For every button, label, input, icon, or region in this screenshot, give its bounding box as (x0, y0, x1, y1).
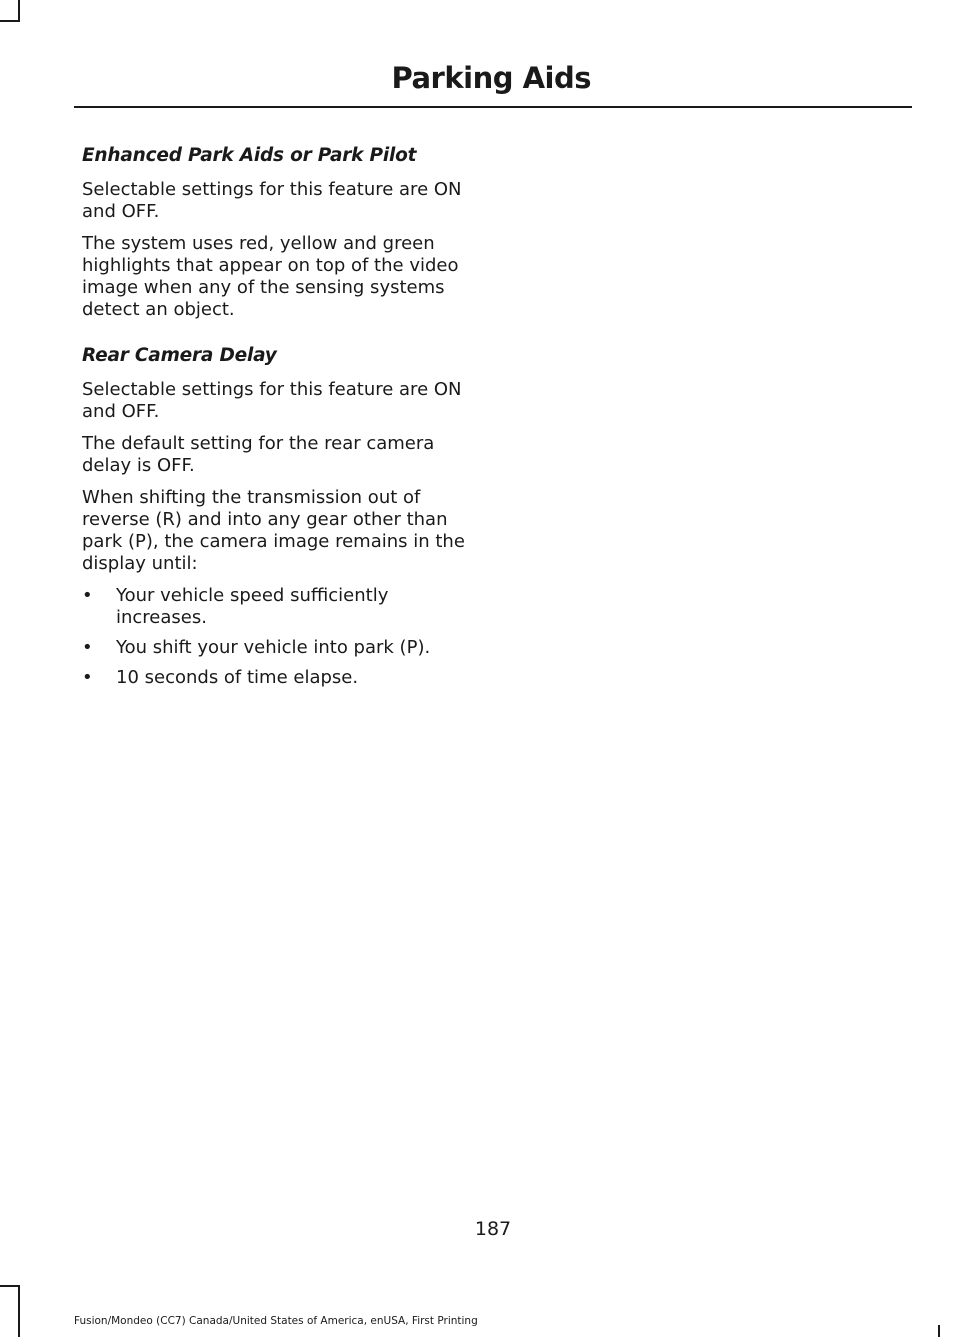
list-item (82, 585, 477, 629)
list-item-text: 10 seconds of time elapse. (116, 667, 359, 688)
crop-mark-bottom-left-vertical (18, 1285, 20, 1337)
list-item-text: Your vehicle speed sufficiently increases. (116, 585, 389, 628)
header-divider (74, 106, 912, 108)
crop-mark-top-left-horizontal (0, 20, 20, 22)
page-number: 187 (474, 1218, 512, 1240)
crop-mark-bottom-left-horizontal (0, 1285, 20, 1287)
bullet-marker: • (82, 637, 93, 658)
list-item (82, 667, 477, 689)
paragraph: Selectable settings for this feature are ON and OFF. (82, 179, 462, 222)
content-column (82, 143, 477, 697)
paragraph: The system uses red, yellow and green highlights that appear on top of the video image when any of the sensing systems detect an object. (82, 233, 459, 320)
bullet-list (82, 585, 477, 689)
list-item (82, 637, 477, 659)
section-heading-rear-camera-delay: Rear Camera Delay (82, 345, 277, 366)
bullet-marker: • (82, 667, 93, 688)
page-title: Parking Aids (391, 61, 591, 95)
paragraph: Selectable settings for this feature are ON and OFF. (82, 379, 462, 422)
crop-mark-top-left-vertical (18, 0, 20, 22)
crop-mark-bottom-right-vertical (938, 1325, 940, 1337)
paragraph: The default setting for the rear camera delay is OFF. (82, 433, 435, 476)
section-heading-enhanced-park-aids: Enhanced Park Aids or Park Pilot (82, 145, 417, 166)
footer-text: Fusion/Mondeo (CC7) Canada/United States of America, enUSA, First Printing (74, 1315, 478, 1327)
paragraph: When shifting the transmission out of reverse (R) and into any gear other than park (P), the camera image remains in the display until: (82, 487, 465, 574)
list-item-text: You shift your vehicle into park (P). (116, 637, 431, 658)
bullet-marker: • (82, 585, 93, 606)
